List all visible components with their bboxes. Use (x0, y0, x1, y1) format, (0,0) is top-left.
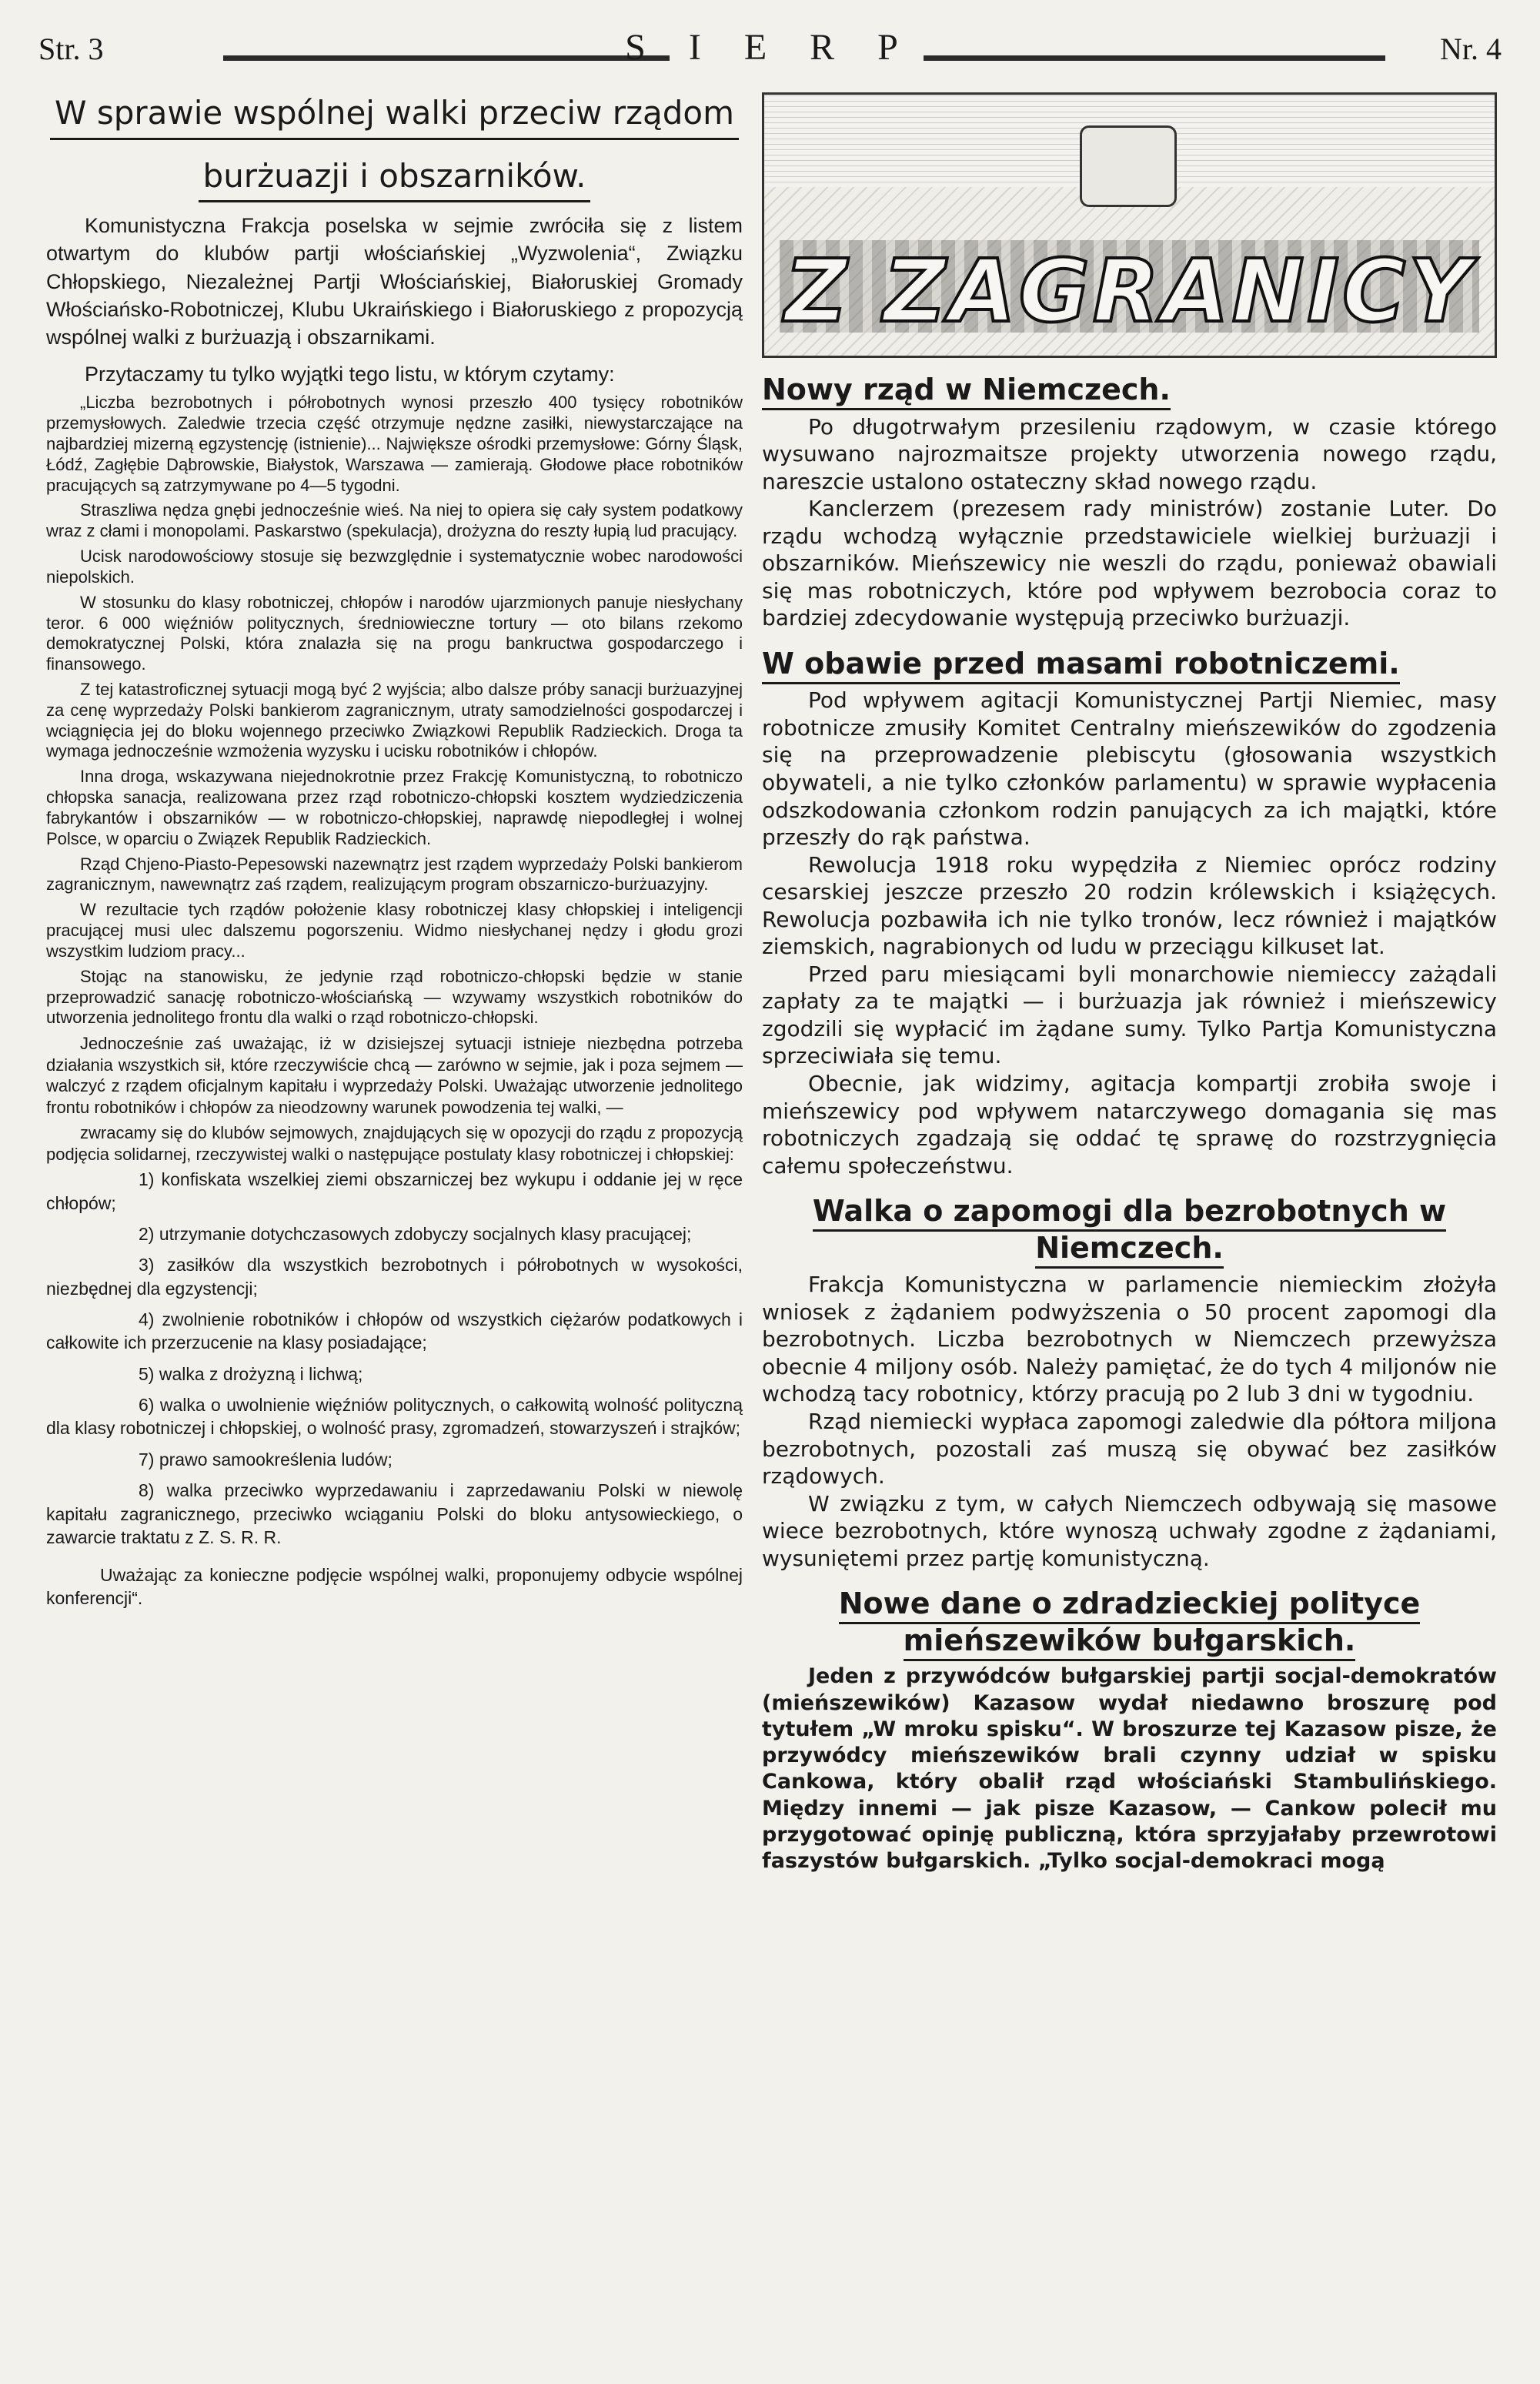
demand-item: 3) zasiłków dla wszystkich bezrobotnych i półrobotnych w wysokości, niezbędnej dla egzystencji; (46, 1255, 743, 1299)
article-title-bulgarian-mensheviks: Nowe dane o zdradzieckiej polityce mieńszewików bułgarskich. (762, 1586, 1497, 1659)
article-paragraph: Rząd niemiecki wypłaca zapomogi zaledwie dla półtora miljona bezrobotnych, pozostali zaś muszą się obywać bez zasiłków rządowych. (762, 1408, 1497, 1490)
intro-paragraph: Komunistyczna Frakcja poselska w sejmie zwróciła się z listem otwartym do klubów partji włościańskiej „Wyzwolenia“, Związku Chłopskiego, Niezależnej Partji Włościańskiej, Białoruskiej Gromady Włościańsko-Robotniczej, Klubu Ukraińskiego i Białoruskiego z propozycją wspólnej walki z burżuazją i obszarnikami. (46, 214, 743, 349)
article-paragraph: Po długotrwałym przesileniu rządowym, w czasie którego wysuwano najrozmaitsze projekty utworzenia nowego rządu, nareszcie ustalono ostateczny skład nowego rządu. (762, 413, 1497, 494)
demand-item: 5) walka z drożyzną i lichwą; (139, 1363, 363, 1384)
quote-paragraph: Ucisk narodowościowy stosuje się bezwzględnie i systematycznie wobec narodowości niepolskich. (46, 547, 743, 587)
quote-paragraph: „Liczba bezrobotnych i półrobotnych wynosi przeszło 400 tysięcy robotników przemysłowych. Zaledwie trzecia część otrzymuje nędzne zasiłki, niewystarczające na najbardziej mizerną egzystencję (istnienie)... Największe ośrodki przemysłowe: Górny Śląsk, Łódź, Zagłębie Dąbrowskie, Białystok, Warszawa — zamierają. Głodowe płace robotników pracujących są zatrzymywane po 4—5 tygodni. (46, 393, 743, 495)
article-paragraph: Pod wpływem agitacji Komunistycznej Partji Niemiec, masy robotnicze zmusiły Komitet Centralny mieńszewików do zgodzenia się na przeprowadzenie plebiscytu (głosowania wszystkich obywateli, a nie tylko członków parlamentu) w sprawie wypłacenia odszkodowania członkom rodzin panujących za ich majątki, które przeszły do rąk państwa. (762, 687, 1497, 851)
article-title-new-government: Nowy rząd w Niemczech. (762, 372, 1497, 409)
demand-item: 4) zwolnienie robotników i chłopów od wszystkich ciężarów podatkowych i całkowite ich przerzucenie na klasy posiadające; (46, 1309, 743, 1353)
intro-paragraph: Przytaczamy tu tylko wyjątki tego listu, w którym czytamy: (85, 363, 615, 386)
article-paragraph: Rewolucja 1918 roku wypędziła z Niemiec oprócz rodziny cesarskiej jeszcze przeszło 20 rodzin królewskich i książęcych. Rewolucja pozbawiła ich nie tylko tronów, lecz również i majątków ziemskich, nagrabionych od ludu w przeciągu kilkuset lat. (762, 851, 1497, 960)
newspaper-name: S I E R P (625, 27, 915, 68)
quote-paragraph: W rezultacie tych rządów położenie klasy robotniczej klasy chłopskiej i inteligencji pracującej musi ulec dalszemu pogorszeniu. Widmo niesłychanej nędzy i głodu grozi wszystkim ludziom pracy... (46, 900, 743, 961)
quote-paragraph: Jednocześnie zaś uważając, iż w dzisiejszej sytuacji istnieje niezbędna potrzeba działania wszystkich sił, które rzeczywiście chcą — zarówno w sejmie, jak i poza sejmem — walczyć z rządem oficjalnym kapitału i wyprzedaży Polski. Uważając utworzenie jednolitego frontu robotników i chłopów za nieodzowny warunek powodzenia tej walki, — (46, 1034, 743, 1117)
quote-paragraph: Inna droga, wskazywana niejednokrotnie przez Frakcję Komunistyczną, to robotniczo chłopska sanacja, realizowana przez rząd robotniczo-chłopski kosztem wydziedziczenia fabrykantów i obszarników — w robotniczo-chłopskiej, naprawdę niepodległej i wolnej Polsce, w oparciu o Związek Republik Radzieckich. (46, 767, 743, 848)
article-paragraph: Jeden z przywódców bułgarskiej partji socjal-demokratów (mieńszewików) Kazasow wydał niedawno broszurę pod tytułem „W mroku spisku“. W broszurze tej Kazasow pisze, że przywódcy mieńszewików brali czynny udział w spisku Cankowa, który obalił rząd włościański Stambulińskiego. Między innemi — jak pisze Kazasow, — Cankow polecił mu przygotować opinję publiczną, która sprzyjałaby przewrotowi faszystów bułgarskich. „Tylko socjal-demokraci mogą (762, 1664, 1497, 1874)
left-column (46, 92, 743, 1610)
section-banner-title: Z ZAGRANICY (784, 242, 1475, 342)
quote-paragraph: Rząd Chjeno-Piasto-Pepesowski nazewnątrz jest rządem wyprzedaży Polski bankierom zagranicznym, nawewnątrz zaś rządem, realizującym program obszarniczo-burżuazyjny. (46, 854, 743, 894)
demand-item: 6) walka o uwolnienie więźniów politycznych, o całkowitą wolność polityczną dla klasy robotniczej i chłopskiej, o wolność prasy, zgromadzeń, stowarzyszeń i strajków; (46, 1395, 743, 1439)
demand-item: 1) konfiskata wszelkiej ziemi obszarniczej bez wykupu i oddanie jej w ręce chłopów; (46, 1169, 743, 1213)
running-header (38, 23, 1502, 77)
header-rule-right (924, 55, 1385, 61)
article-paragraph: Kanclerzem (prezesem rady ministrów) zostanie Luter. Do rządu wchodzą wyłącznie przedstawiciele wielkiej burżuazji i obszarników. Mieńszewicy nie weszli do rządu, ponieważ obawiali się mas robotniczych, które pod wpływem bezrobocia coraz to bardziej zdecydowanie występują przeciwko burżuazji. (762, 496, 1497, 631)
article-paragraph: Frakcja Komunistyczna w parlamencie niemieckim złożyła wniosek z żądaniem podwyższenia o 50 procent zapomogi dla bezrobotnych. Liczba bezrobotnych w Niemczech przewyższa obecnie 4 miljony osób. Należy pamiętać, że do tych 4 miljonów nie wchodzą tacy robotnicy, którzy pracują po 2 lub 3 dni w tygodniu. (762, 1272, 1497, 1407)
demands-list (46, 1168, 743, 1549)
quote-paragraph: Stojąc na stanowisku, że jedynie rząd robotniczo-chłopski będzie w stanie przeprowadzić sanację robotniczo-włościańską — wzywamy wszystkich robotników do utworzenia jednolitego frontu dla walki o rząd robotniczo-chłopski. (46, 966, 743, 1028)
article-paragraph: Przed paru miesiącami byli monarchowie niemieccy zażądali zapłaty za te majątki — i burżuazja jak również i mieńszewicy zgodzili się wypłacić im żądane sumy. Tylko Partja Komunistyczna sprzeciwiała się temu. (762, 961, 1497, 1069)
quote-paragraph: W stosunku do klasy robotniczej, chłopów i narodów ujarzmionych panuje niesłychany teror. 6 000 więźniów politycznych, średniowieczne tortury — oto bilans rzekomo demokratycznej Polski, która znalazła się na progu bankructwa gospodarczego i finansowego. (46, 592, 743, 674)
section-banner (762, 92, 1497, 358)
closing-paragraph: Uważając za konieczne podjęcie wspólnej walki, proponujemy odbycie wspólnej konferencji“. (46, 1565, 743, 1609)
banner-emblem-icon (1080, 125, 1177, 207)
demand-item: 2) utrzymanie dotychczasowych zdobyczy socjalnych klasy pracującej; (139, 1223, 692, 1244)
article-title-unemployment-aid: Walka o zapomogi dla bezrobotnych w Niemczech. (762, 1193, 1497, 1266)
quoted-letter (46, 393, 743, 1165)
quote-paragraph: zwracamy się do klubów sejmowych, znajdujących się w opozycji do rządu z propozycją podjęcia solidarnej, rzeczywistej walki o następujące postulaty klasy robotniczej i chłopskiej: (46, 1123, 743, 1164)
main-title-line1: W sprawie wspólnej walki przeciw rządom (50, 92, 739, 140)
main-article-title (46, 92, 743, 202)
page-number: Str. 3 (38, 32, 104, 66)
demand-item: 8) walka przeciwko wyprzedawaniu i zaprzedawaniu Polski w niewolę kapitału zagranicznego, przeciwko wciąganiu Polski do bloku antysowieckiego, o zawarcie traktatu z Z. S. R. R. (46, 1480, 743, 1547)
main-title-line2: burżuazji i obszarników. (199, 155, 591, 203)
article-paragraph: Obecnie, jak widzimy, agitacja kompartji zrobiła swoje i mieńszewicy pod wpływem natarczywego domagania się mas robotniczych zgadzają się oddać tę sprawę do rozstrzygnięcia całemu społeczeństwu. (762, 1071, 1497, 1179)
quote-paragraph: Z tej katastroficznej sytuacji mogą być 2 wyjścia; albo dalsze próby sanacji burżuazyjnej za cenę wyprzedaży Polski bankierom zagranicznym, utraty samodzielności gospodarczej i wciągnięcia jej do bloku wojennego przeciwko Związkowi Republik Radzieckich. Droga ta wymaga jednocześnie wzmożenia wyzysku i ucisku robotników i chłopów. (46, 679, 743, 761)
right-column (762, 92, 1497, 1874)
quote-paragraph: Straszliwa nędza gnębi jednocześnie wieś. Na niej to opiera się cały system podatkowy wraz z cłami i monopolami. Paskarstwo (spekulacja), drożyzna do reszty łupią lud pracujący. (46, 500, 743, 541)
demand-item: 7) prawo samookreślenia ludów; (139, 1449, 393, 1470)
article-title-fear-of-masses: W obawie przed masami robotniczemi. (762, 646, 1497, 683)
article-paragraph: W związku z tym, w całych Niemczech odbywają się masowe wiece bezrobotnych, które wynoszą uchwały zgodne z żądaniami, wysuniętemi przez partję komunistyczną. (762, 1490, 1497, 1571)
issue-number: Nr. 4 (1440, 32, 1502, 66)
